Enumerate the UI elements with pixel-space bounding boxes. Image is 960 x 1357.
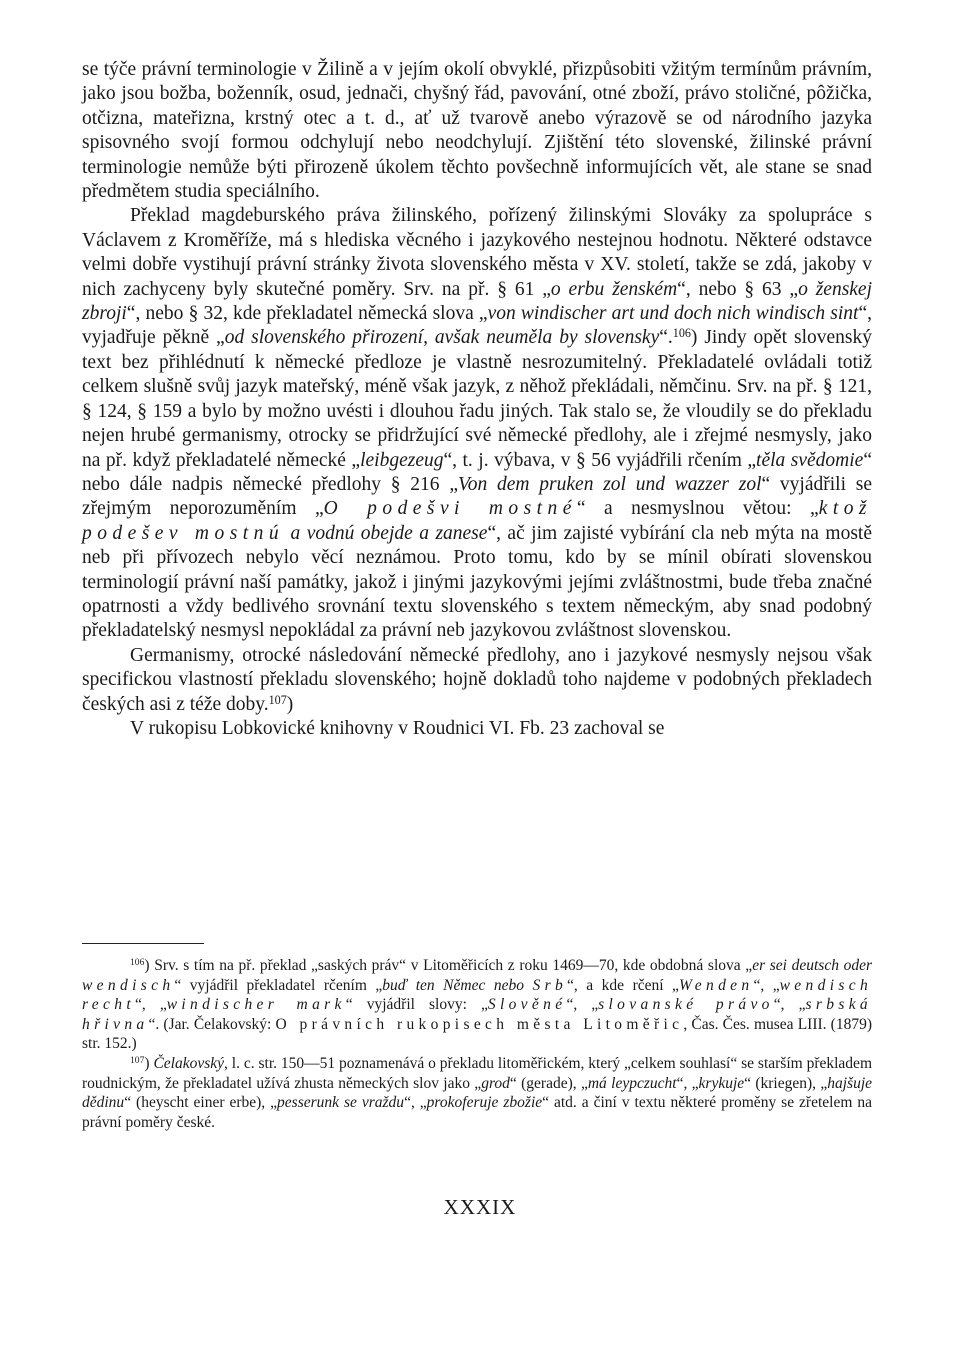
italic-text: er sei deutsch oder: [752, 957, 873, 974]
text-run: “, „: [753, 976, 780, 994]
footnote-ref: 106: [130, 957, 145, 969]
text-run: “.: [659, 327, 673, 349]
italic-text: grod: [481, 1074, 510, 1092]
italic-text: Wenden: [678, 976, 754, 994]
text-run: “, t. j. výbava, v § 56 vyjádřili rčením „: [443, 449, 757, 471]
italic-text: Čelakovský: [153, 1054, 225, 1072]
text-run: “. (Jar. Čelakovský:: [148, 1015, 276, 1033]
paragraph-2: [82, 204, 872, 643]
italic-text: leibgezeug: [360, 449, 444, 471]
text-run: “ vyjádřil slovy: „: [345, 996, 488, 1014]
footnote-106: [82, 956, 872, 1054]
italic-text: krykuje: [698, 1074, 745, 1092]
italic-text: a vodnú obejde a zanese: [290, 522, 488, 544]
page-number: XXXIX: [443, 1195, 517, 1219]
text-run: , l. c. str. 150—51 poznamenává o překladu litoměřickém, který „celkem souhlasí“ se starším překladem roudnickým, že překladatel užívá zhusta německých slov jako „: [82, 1054, 872, 1092]
text-run: se týče právní terminologie v Žilině a v jejím okolí obvyklé, přizpůsobiti vžitým termínům právním, jako jsou božba, boženník, osud, jednači, chyšný řád, pavování, otné zboží, právo stoličné, pôžička, otčizna, mateřizna, krstný otec a t. d., ať už tvarově anebo výrazově se od národního jazyka spisovného svojí formou odchylují nebo neodchylují. Zjištění této slovenské, žilinské právní terminologie nemůže býti přirozeně úkolem těchto povšechně informujících vět, ale stane se snad předmětem studia speciálního.: [82, 59, 872, 203]
footnotes: [82, 956, 872, 1132]
text-run: “, „: [566, 996, 599, 1014]
italic-text: Srb: [532, 976, 568, 994]
text-run: ): [286, 693, 294, 715]
text-run: , Čas. Čes. musea LIII. (1879) str. 152.): [82, 1015, 873, 1053]
italic-text: windischer mark: [166, 996, 346, 1014]
spaced-text: O právních rukopisech města Litoměřic: [275, 1015, 684, 1033]
text-run: ) Jindy opět slovenský text bez přihlédnutí k německé předloze je vlastně nesrozumitelný. Překladatelé ovládali totiž celkem slušně svůj jazyk mateřský, méně však jazyk, z něhož překládali, němčinu. Srv. na př. § 121, § 124, § 159 a bylo by možno uvésti i dlouhou řadu jiných. Tak stalo se, že vloudily se do překladu nejen hrubé germanismy, otrocky se přidržující své německé předlohy, ale i zřejmé nesmysly, jako na př. když překladatelé německé „: [82, 327, 873, 471]
text-run: “ vyjádřil překladatel rčením „: [174, 976, 383, 994]
text-run: “, „: [773, 996, 806, 1014]
italic-text: Slověné: [487, 996, 567, 1014]
italic-text: hajšuje dědinu: [82, 1074, 873, 1112]
body-text: [82, 58, 872, 741]
text-run: “ vyjádřili se zřejmým neporozuměním „: [82, 473, 873, 520]
italic-text: od slovenského přirození, avšak neuměla by slovensky: [224, 327, 660, 349]
text-run: “, vyjadřuje pěkně „: [82, 303, 873, 349]
paragraph-4: [82, 717, 872, 741]
paragraph-3: [82, 644, 872, 717]
text-run: “, a kde rčení „: [567, 976, 679, 994]
text-run: Překlad magdeburského práva žilinského, pořízený žilinskými Slováky za spolupráce s Václavem z Kroměříže, má s hlediska věcného i jazykového nestejnou hodnotu. Některé odstavce velmi dobře vystihují právní stránky života slovenského města v XV. století, takže se zdá, jakoby v nich zachyceny byly skutečné poměry. Srv. na př. § 61 „: [82, 205, 872, 300]
paragraph-1: [82, 58, 872, 204]
italic-text: buď ten Němec nebo: [382, 976, 524, 994]
text-run: “ (gerade), „: [509, 1074, 588, 1092]
italic-text: O podešvi mostné: [323, 498, 577, 520]
text-run: “, nebo § 32, kde překladatel německá slova „: [126, 303, 488, 325]
footnote-divider: [82, 943, 204, 944]
text-run: Germanismy, otrocké následování německé předlohy, ano i jazykové nesmysly nejsou však specifickou vlastností překladu slovenského; hojně dokladů toho najdeme v podobných překladech českých asi z téže doby.: [82, 644, 872, 715]
italic-text: srbská hřivna: [82, 996, 872, 1033]
footnote-ref: 107: [268, 692, 287, 707]
text-run: “, „: [404, 1094, 427, 1112]
italic-text: má leypczucht: [587, 1074, 677, 1092]
text-run: “ atd. a činí v textu některé proměny se zřetelem na právní poměry české.: [82, 1094, 872, 1131]
text-run: ): [144, 1054, 154, 1072]
italic-text: Von dem pruken zol und wazzer zol: [458, 473, 762, 495]
text-run: “ (kriegen), „: [744, 1074, 828, 1092]
footnote-ref: 106: [672, 326, 691, 341]
text-run: “, „: [134, 996, 167, 1014]
text-run: “, „: [676, 1074, 699, 1092]
footnote-107: [82, 1054, 872, 1132]
text-run: “ a nesmyslnou větou: „: [576, 498, 819, 520]
text-run: “, ač jim zajisté vybírání cla neb mýta na mostě neb při přívozech nebylo věcí neznámou. Proto tomu, kdo by se mínil obírati slovenskou terminologií právní naší památky, jakož i jinými jazykovými jejími zvláštnostmi, bude třeba značné opatrnosti a vždy bedlivého srovnání textu slovenského s textem německým, aby snad podobný překladatelský nesmysl nepokládal za právní neb jazykovou zvláštnost slovenskou.: [82, 522, 872, 642]
italic-text: wendisch: [82, 976, 175, 994]
italic-text: o erbu ženském: [550, 278, 678, 300]
italic-text: wendisch recht: [82, 976, 873, 1014]
italic-text: von windischer art und doch nich windisch sint: [487, 303, 859, 325]
italic-text: pesserunk se vraždu: [277, 1094, 405, 1112]
text-run: “, nebo § 63 „: [677, 278, 799, 300]
italic-text: těla svědomie: [756, 449, 864, 471]
italic-text: ktož podešev mostnú: [82, 498, 872, 544]
italic-text: slovanské právo: [598, 996, 774, 1014]
text-run: ) Srv. s tím na př. překlad „saských práv“ v Litoměřicích z roku 1469—70, kde obdobná slova „: [144, 957, 753, 974]
italic-text: o ženskej zbroji: [82, 278, 873, 325]
footnote-ref: 107: [130, 1055, 145, 1067]
italic-text: prokoferuje zbožie: [426, 1094, 543, 1112]
text-run: V rukopisu Lobkovické knihovny v Roudnici VI. Fb. 23 zachoval se: [130, 717, 665, 739]
text-run: “ (heyscht einer erbe), „: [124, 1094, 278, 1112]
text-run: “ nebo dále nadpis německé předlohy § 216 „: [82, 449, 872, 495]
